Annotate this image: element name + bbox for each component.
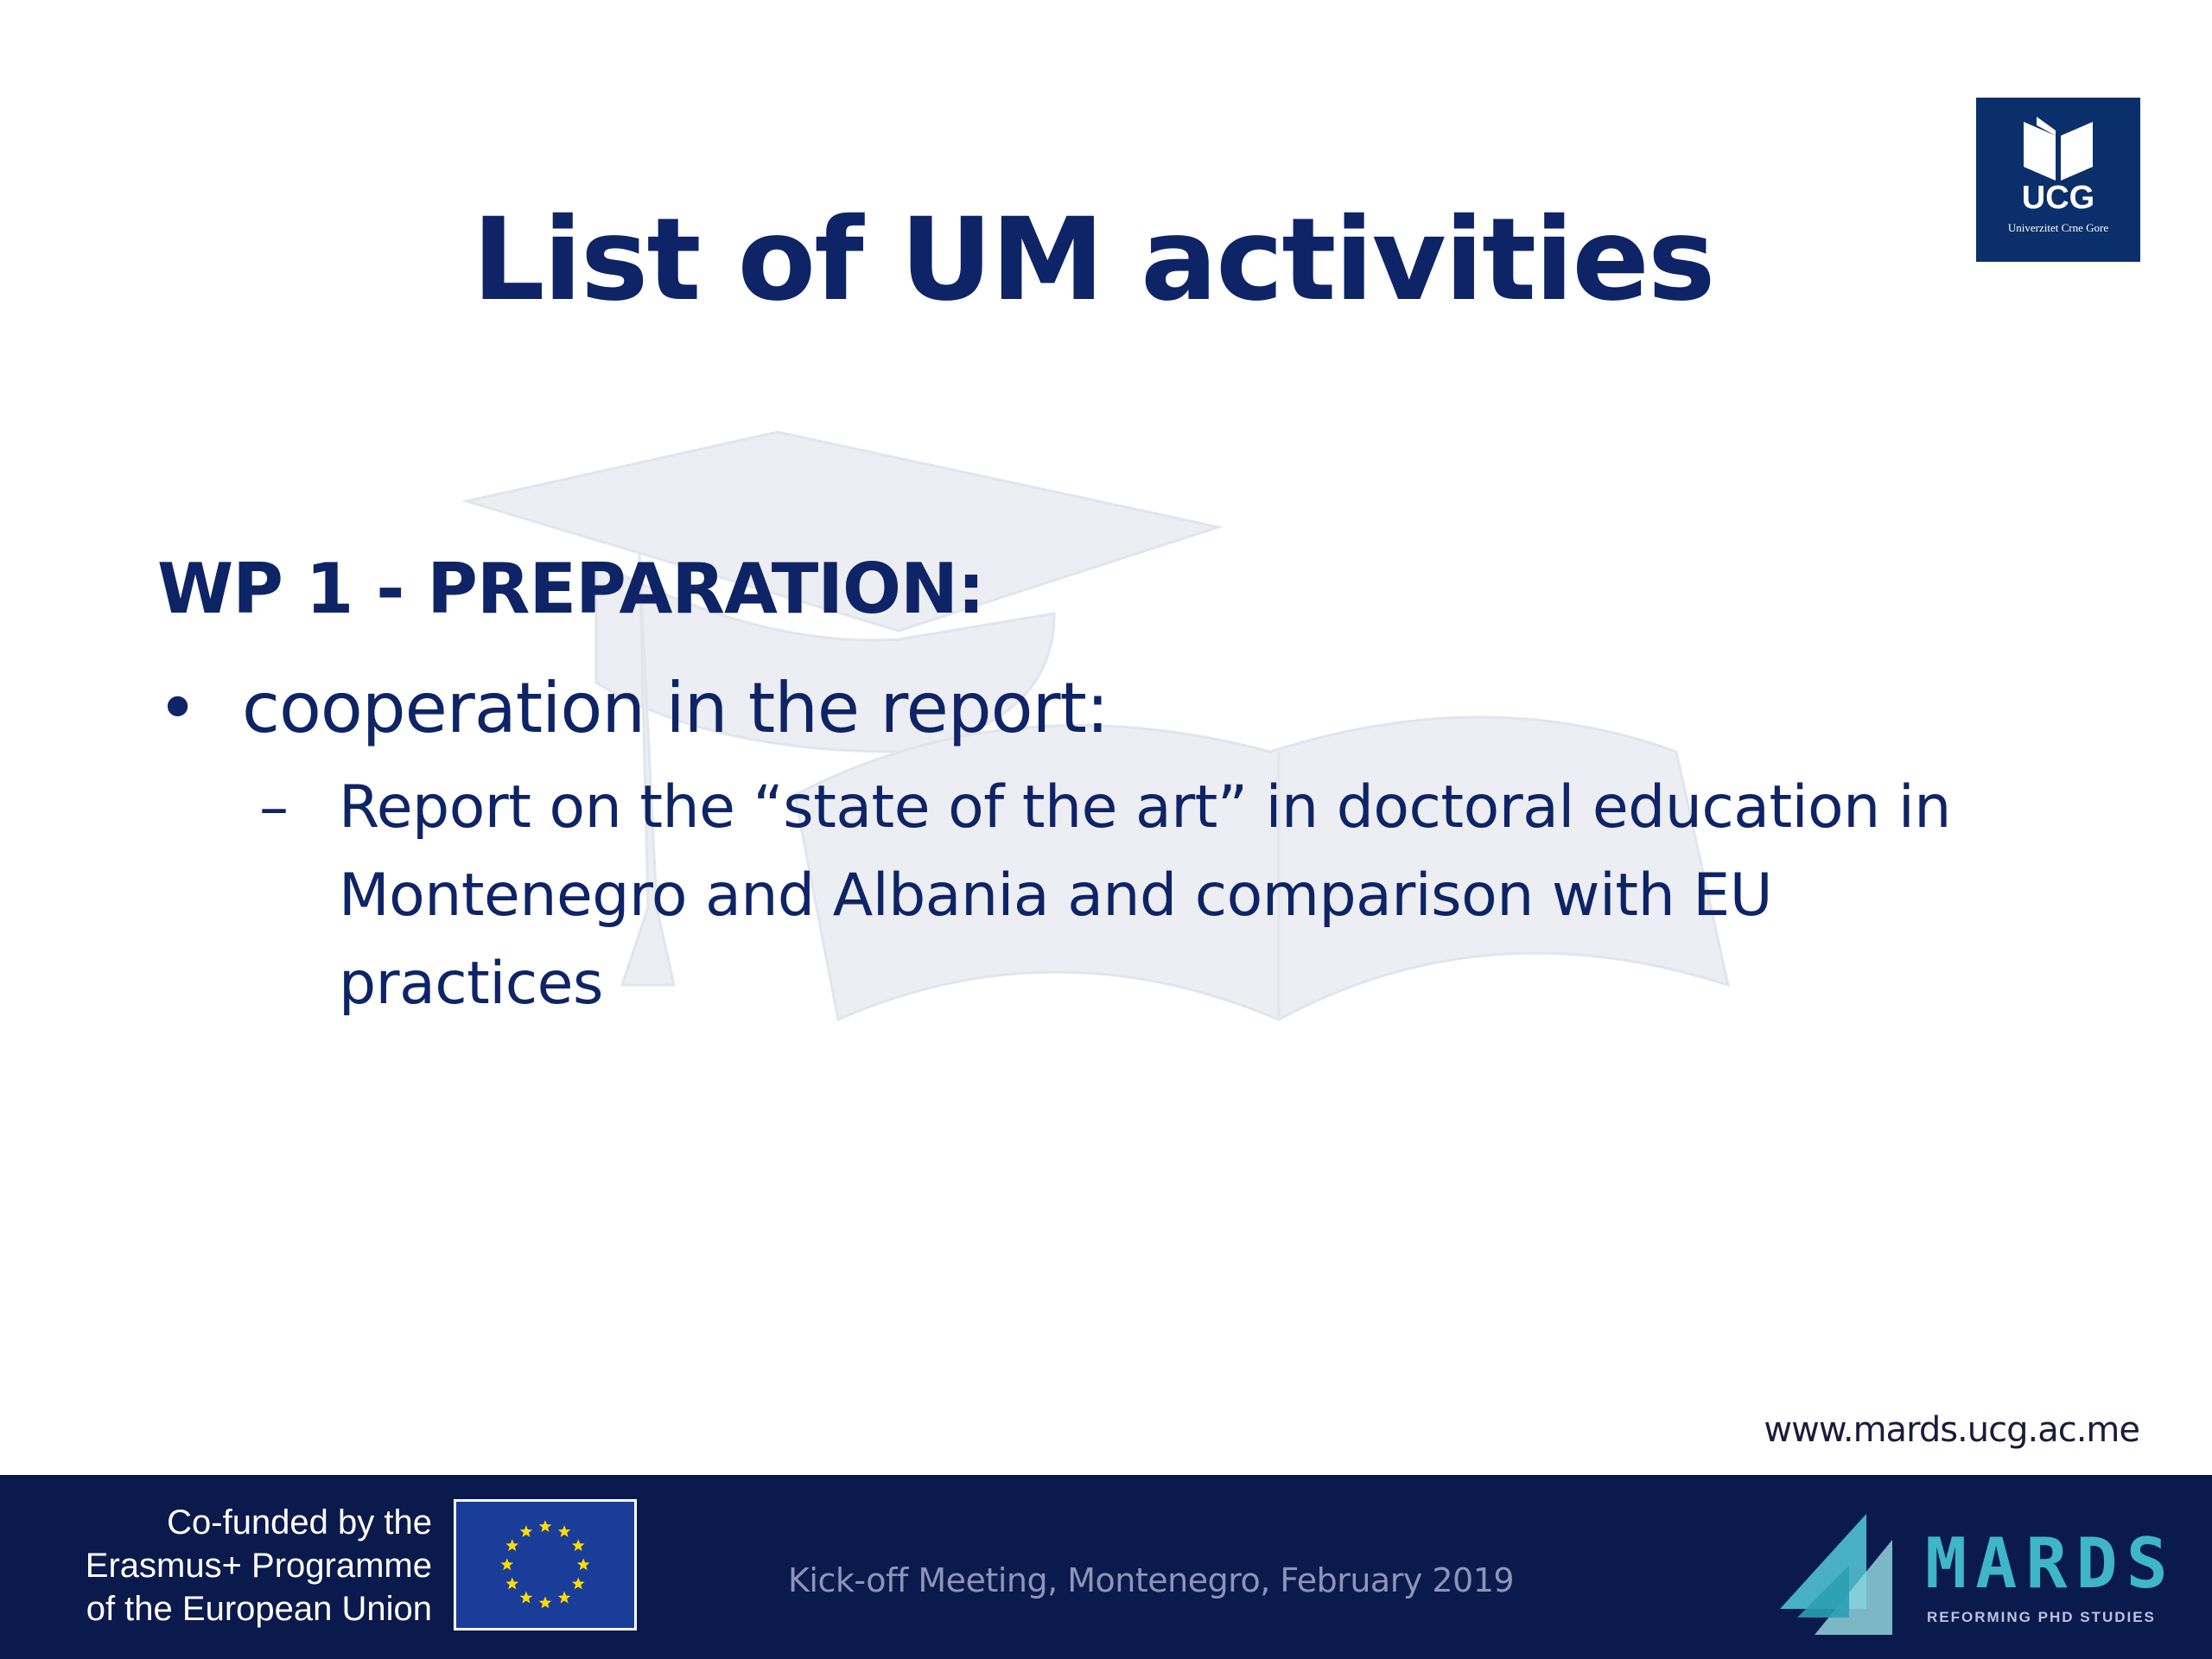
website-url: www.mards.ucg.ac.me (1764, 1410, 2139, 1450)
mards-logo (1771, 1505, 2177, 1643)
mards-tagline: REFORMING PHD STUDIES (1927, 1609, 2156, 1625)
bullet-text: cooperation in the report: (242, 668, 1109, 748)
sub-bullet-text: Report on the “state of the art” in doctoral education in Montenegro and Albania and comparison with EU practices (339, 773, 1951, 1018)
mards-name: MARDS (1925, 1523, 2177, 1604)
slide-content (157, 546, 2058, 1028)
cofunded-text (35, 1501, 432, 1630)
meeting-caption: Kick-off Meeting, Montenegro, February 2019 (788, 1561, 1515, 1599)
sub-bullet-item (259, 764, 2024, 1028)
footer-bar (0, 1475, 2212, 1659)
cofunded-line: of the European Union (86, 1590, 432, 1628)
open-book-icon (2019, 115, 2097, 184)
bullet-marker: • (157, 668, 198, 748)
cofunded-line: Erasmus+ Programme (85, 1547, 432, 1585)
section-heading: WP 1 - PREPARATION: (157, 549, 984, 629)
ucg-logo (1976, 98, 2140, 262)
mards-triangles-icon (1771, 1505, 1927, 1643)
eu-flag-icon (454, 1499, 637, 1630)
bullet-item (157, 665, 2058, 752)
ucg-logo-abbr: UCG (2021, 180, 2095, 216)
slide-title: List of UM activities (472, 194, 1714, 327)
ucg-logo-university: Univerzitet Crne Gore (2007, 221, 2109, 234)
cofunded-line: Co-funded by the (167, 1503, 432, 1541)
sub-bullet-marker: – (259, 773, 289, 842)
